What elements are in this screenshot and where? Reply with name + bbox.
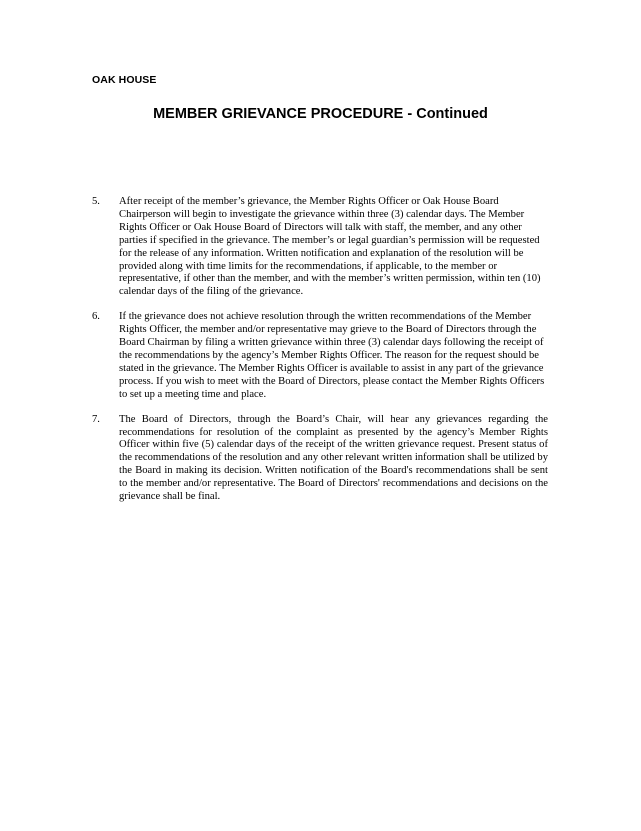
list-item: [92, 196, 548, 299]
list-item: [92, 414, 548, 504]
item-text: The Board of Directors, through the Board’s Chair, will hear any grievances regarding the recommendations for resolution of the complaint as presented by the agency’s Member Rights Officer within five (5) calendar days of the receipt of the written grievance request. Present status of the recommendations of the resolution and any other relevant written information shall be utilized by the Board in making its decision. Written notification of the Board's recommendations shall be sent to the member and/or representative. The Board of Directors' recommendations and decisions on the grievance shall be final.: [119, 413, 548, 503]
item-text: If the grievance does not achieve resolution through the written recommendations of the Member Rights Officer, the member and/or representative may grieve to the Board of Directors through the Board Chairman by filing a written grievance within three (3) calendar days following the receipt of the recommendations by the agency’s Member Rights Officer. The reason for the request should be stated in the grievance. The Member Rights Officer is available to assist in any part of the grievance process. If you wish to meet with the Board of Directors, please contact the Member Rights Officers to set up a meeting time and place.: [119, 311, 545, 400]
item-number: 5.: [92, 196, 100, 207]
item-number: 6.: [92, 311, 100, 323]
organization-name: OAK HOUSE: [92, 74, 157, 86]
procedure-list: [92, 196, 548, 516]
page-title: MEMBER GRIEVANCE PROCEDURE - Continued: [153, 106, 488, 122]
list-item: [92, 311, 548, 401]
item-text: After receipt of the member’s grievance, the Member Rights Officer or Oak House Board Chairperson will begin to investigate the grievance within three (3) calendar days. The Member Rights Officer or Oak House Board of Directors will talk with staff, the member, and any other parties if specified in the grievance. The member’s or legal guardian’s permission will be requested for the release of any information. Written notification and explanation of the resolution will be provided along with time limits for the recommendations, if applicable, to the member or representative, if other than the member, and with the member’s written permission, within ten (10) calendar days of the filing of the grievance.: [119, 196, 541, 298]
item-number: 7.: [92, 413, 100, 425]
